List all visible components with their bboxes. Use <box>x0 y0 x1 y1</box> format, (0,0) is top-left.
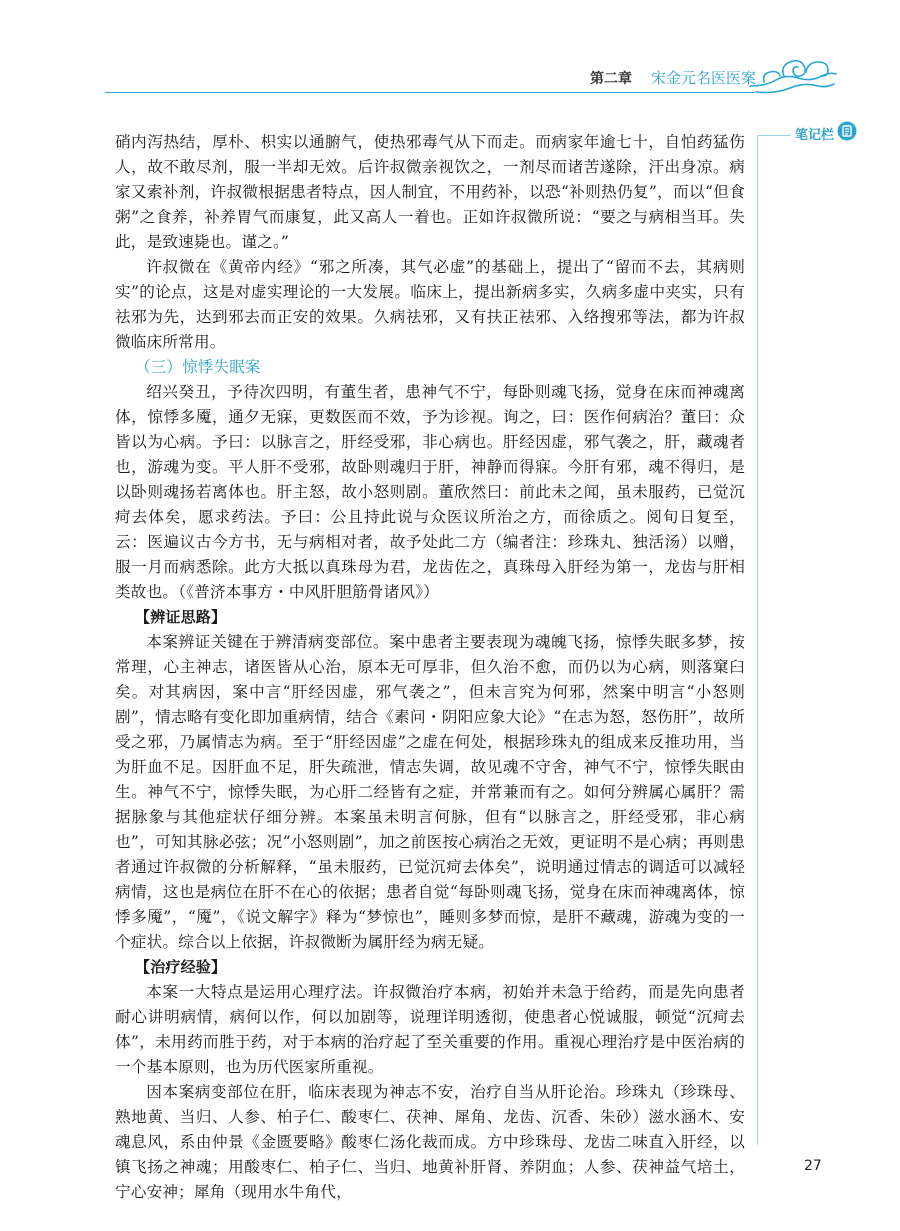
notes-column-rule <box>757 135 758 1145</box>
notes-column-tick <box>757 135 791 136</box>
notes-label: 笔记栏 <box>795 128 835 143</box>
header-chapter: 第二章 <box>590 71 632 87</box>
paragraph: 绍兴癸丑，予待次四明，有董生者，患神气不宁，每卧则魂飞扬，觉身在床而神魂离体，惊悸多魇，通夕无寐，更数医而不效，予为诊视。询之，曰：医作何病治？董曰：众皆以为心病。予曰：以脉言之，肝经受邪，非心病也。肝经因虚，邪气袭之，肝，藏魂者也，游魂为变。平人肝不受邪，故卧则魂归于肝，神静而得寐。今肝有邪，魂不得归，是以卧则魂扬若离体也。肝主怒，故小怒则剧。董欣然曰：前此未之闻，虽未服药，已觉沉疴去体矣，愿求药法。予曰：公且持此说与众医议所治之方，而徐质之。阅旬日复至，云：医遍议古今方书，无与病相对者，故予处此二方（编者注：珍珠丸、独活汤）以赠，服一月而病悉除。此方大抵以真珠母为君，龙齿佐之，真珠母入肝经为第一，龙齿与肝相类故也。（《普济本事方・中风肝胆筋骨诸风》） <box>115 383 745 601</box>
body-text <box>115 130 745 1205</box>
notebook-icon <box>837 121 857 141</box>
paragraph: 本案辨证关键在于辨清病变部位。案中患者主要表现为魂魄飞扬，惊悸失眠多梦，按常理，心主神志，诸医皆从心治，原本无可厚非，但久治不愈，而仍以为心病，则落窠臼矣。对其病因，案中言“肝经因虚，邪气袭之”，但未言究为何邪，然案中明言“小怒则剧”，情志略有变化即加重病情，结合《素问・阴阳应象大论》“在志为怒，怒伤肝”，故所受之邪，乃属情志为病。至于“肝经因虚”之虚在何处，根据珍珠丸的组成来反推功用，当为肝血不足。因肝血不足，肝失疏泄，情志失调，故见魂不守舍，神气不宁，惊悸失眠由生。神气不宁，惊悸失眠，为心肝二经皆有之症，并常兼而有之。如何分辨属心属肝？需据脉象与其他症状仔细分辨。本案虽未明言何脉，但有“以脉言之，肝经受邪，非心病也”，可知其脉必弦；况“小怒则剧”，加之前医按心病治之无效，更证明不是心病；再则患者通过许叔微的分析解释，“虽未服药，已觉沉疴去体矣”，说明通过情志的调适可以减轻病情，这也是病位在肝不在心的依据；患者自觉“每卧则魂飞扬，觉身在床而神魂离体，惊悸多魇”，“魇”，《说文解字》释为“梦惊也”，睡则多梦而惊，是肝不藏魂，游魂为变的一个症状。综合以上依据，许叔微断为属肝经为病无疑。 <box>115 633 745 951</box>
header-rule <box>105 92 755 93</box>
page-number: 27 <box>804 1158 822 1174</box>
paragraph: 因本案病变部位在肝，临床表现为神志不安，治疗自当从肝论治。珍珠丸（珍珠母、熟地黄、当归、人参、柏子仁、酸枣仁、茯神、犀角、龙齿、沉香、朱砂）滋水涵木、安魂息风，系由仲景《金匮要略》酸枣仁汤化裁而成。方中珍珠母、龙齿二味直入肝经，以镇飞扬之神魂；用酸枣仁、柏子仁、当归、地黄补肝肾、养阴血；人参、茯神益气培土，宁心安神；犀角（现用水牛角代， <box>115 1083 745 1201</box>
sub-heading-diagnosis: 【辨证思路】 <box>135 608 227 626</box>
paragraph: 许叔微在《黄帝内经》“邪之所凑，其气必虚”的基础上，提出了“留而不去，其病则实”的论点，这是对虚实理论的一大发展。临床上，提出新病多实，久病多虚中夹实，只有祛邪为先，达到邪去而正安的效果。久病祛邪，又有扶正祛邪、入络搜邪等法，都为许叔微临床所常用。 <box>115 258 745 351</box>
paragraph: 硝内泻热结，厚朴、枳实以通腑气，使热邪毒气从下而走。而病家年逾七十，自怕药猛伤人，故不敢尽剂，服一半却无效。后许叔微亲视饮之，一剂尽而诸苦遂除，汗出身凉。病家又索补剂，许叔微根据患者特点，因人制宜，不用药补，以恐“补则热仍复”，而以“但食粥”之食养，补养胃气而康复，此又高人一着也。正如许叔微所说：“要之与病相当耳。失此，是致速毙也。谨之。” <box>115 133 745 251</box>
paragraph: 本案一大特点是运用心理疗法。许叔微治疗本病，初始并未急于给药，而是先向患者耐心讲明病情，病何以作，何以加剧等，说理详明透彻，使患者心悦诚服，顿觉“沉疴去体”，未用药而胜于药，对于本病的治疗起了至关重要的作用。重视心理治疗是中医治病的一个基本原则，也为历代医家所重视。 <box>115 983 745 1076</box>
sub-heading-treatment: 【治疗经验】 <box>135 958 227 976</box>
cloud-ornament-icon <box>746 52 838 96</box>
section-heading: （三）惊悸失眠案 <box>135 358 261 376</box>
header-title: 宋金元名医医案 <box>651 69 757 87</box>
